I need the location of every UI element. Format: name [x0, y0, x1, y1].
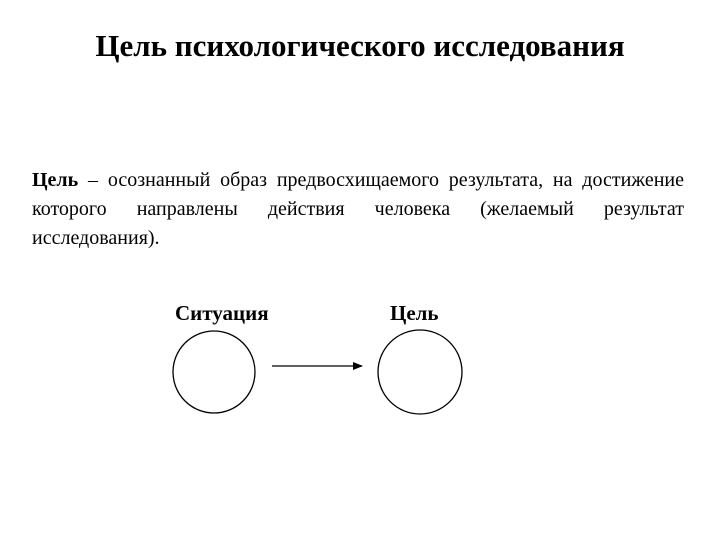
situation-circle	[173, 331, 255, 413]
slide-title: Цель психологического исследования	[95, 28, 625, 63]
node-label-situation: Ситуация	[175, 301, 269, 325]
goal-circle	[378, 330, 462, 414]
definition-term: Цель	[32, 169, 79, 191]
definition-text: – осознанный образ предвосхищаемого результата, на достижение которого направлены действия человека (желаемый результат исследования).	[32, 169, 684, 249]
node-label-goal: Цель	[390, 301, 439, 325]
